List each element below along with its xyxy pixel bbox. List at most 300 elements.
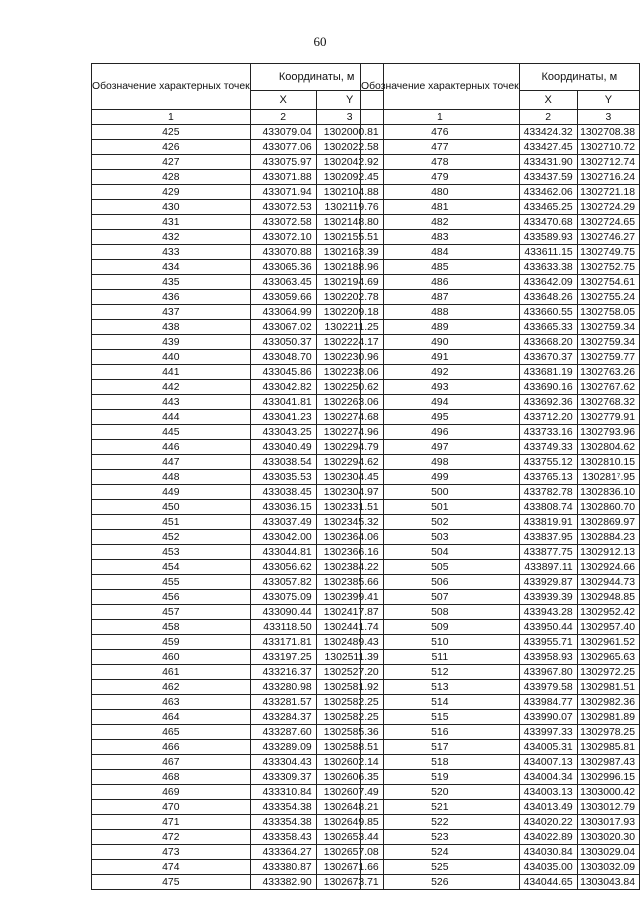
table-row	[361, 170, 640, 185]
coord-y: 1303043.84	[577, 875, 639, 890]
point-number: 487	[361, 290, 520, 305]
coord-y: 1302366.16	[316, 545, 383, 560]
coord-y: 1302965.63	[577, 650, 639, 665]
table-row	[361, 485, 640, 500]
table-row	[361, 380, 640, 395]
table-row	[361, 725, 640, 740]
coord-y: 1303017.93	[577, 815, 639, 830]
point-number: 445	[92, 425, 251, 440]
table-row	[361, 215, 640, 230]
coord-y: 1302710.72	[577, 140, 639, 155]
point-number: 482	[361, 215, 520, 230]
header-index-1: 1	[361, 110, 520, 125]
coord-x: 433044.81	[250, 545, 316, 560]
coord-y: 1302759.77	[577, 350, 639, 365]
coord-y: 1302188.96	[316, 260, 383, 275]
coord-x: 433984.77	[519, 695, 577, 710]
coord-x: 433063.45	[250, 275, 316, 290]
coord-x: 434020.22	[519, 815, 577, 830]
point-number: 440	[92, 350, 251, 365]
table-row	[361, 440, 640, 455]
table-row	[92, 155, 384, 170]
point-number: 475	[92, 875, 251, 890]
coord-y: 1302022.58	[316, 140, 383, 155]
table-row	[361, 620, 640, 635]
coord-x: 433064.99	[250, 305, 316, 320]
table-row	[92, 260, 384, 275]
coord-x: 433065.36	[250, 260, 316, 275]
coord-x: 433171.81	[250, 635, 316, 650]
coord-y: 1302763.26	[577, 365, 639, 380]
coord-y: 1302211.25	[316, 320, 383, 335]
coord-y: 1302489.43	[316, 635, 383, 650]
table-row	[92, 650, 384, 665]
point-number: 501	[361, 500, 520, 515]
table-row	[92, 770, 384, 785]
coord-y: 1302119.76	[316, 200, 383, 215]
table-row	[92, 785, 384, 800]
coord-y: 1302527.20	[316, 665, 383, 680]
point-number: 478	[361, 155, 520, 170]
point-number: 507	[361, 590, 520, 605]
point-number: 447	[92, 455, 251, 470]
table-row	[92, 620, 384, 635]
header-designation: Обозначение характерных точек	[92, 64, 251, 110]
point-number: 438	[92, 320, 251, 335]
coord-x: 433042.82	[250, 380, 316, 395]
coord-x: 433048.70	[250, 350, 316, 365]
coord-x: 433045.86	[250, 365, 316, 380]
coord-y: 1302746.27	[577, 230, 639, 245]
table-row	[92, 725, 384, 740]
coord-x: 433035.53	[250, 470, 316, 485]
point-number: 505	[361, 560, 520, 575]
point-number: 428	[92, 170, 251, 185]
table-row	[361, 470, 640, 485]
coord-y: 1302648.21	[316, 800, 383, 815]
point-number: 488	[361, 305, 520, 320]
table-row	[92, 380, 384, 395]
coord-y: 1302582.25	[316, 695, 383, 710]
header-index-2: 2	[519, 110, 577, 125]
table-row	[361, 260, 640, 275]
point-number: 465	[92, 725, 251, 740]
point-number: 493	[361, 380, 520, 395]
coord-x: 433782.78	[519, 485, 577, 500]
coord-y: 1302924.66	[577, 560, 639, 575]
coord-y: 1302972.25	[577, 665, 639, 680]
table-row	[361, 740, 640, 755]
coord-y: 1302996.15	[577, 770, 639, 785]
coord-y: 1302754.61	[577, 275, 639, 290]
table-row	[361, 785, 640, 800]
coord-x: 433079.04	[250, 125, 316, 140]
point-number: 468	[92, 770, 251, 785]
table-row	[92, 365, 384, 380]
coord-y: 1302793.96	[577, 425, 639, 440]
table-row	[92, 740, 384, 755]
coord-x: 433040.49	[250, 440, 316, 455]
coord-x: 433979.58	[519, 680, 577, 695]
point-number: 462	[92, 680, 251, 695]
table-row	[92, 440, 384, 455]
table-row	[361, 185, 640, 200]
table-row	[92, 290, 384, 305]
table-row	[361, 815, 640, 830]
coord-x: 433749.33	[519, 440, 577, 455]
table-row	[361, 650, 640, 665]
header-index-3: 3	[316, 110, 383, 125]
point-number: 503	[361, 530, 520, 545]
coord-x: 433309.37	[250, 770, 316, 785]
table-row	[92, 200, 384, 215]
table-row	[92, 320, 384, 335]
point-number: 432	[92, 230, 251, 245]
table-row	[92, 545, 384, 560]
table-row	[361, 410, 640, 425]
table-row	[361, 860, 640, 875]
point-number: 464	[92, 710, 251, 725]
table-row	[92, 635, 384, 650]
point-number: 509	[361, 620, 520, 635]
table-row	[361, 290, 640, 305]
point-number: 448	[92, 470, 251, 485]
point-number: 494	[361, 395, 520, 410]
point-number: 461	[92, 665, 251, 680]
coord-y: 1302230.96	[316, 350, 383, 365]
point-number: 453	[92, 545, 251, 560]
coord-x: 433437.59	[519, 170, 577, 185]
coord-y: 1302511.39	[316, 650, 383, 665]
table-row	[361, 275, 640, 290]
coord-x: 433955.71	[519, 635, 577, 650]
point-number: 444	[92, 410, 251, 425]
table-row	[361, 635, 640, 650]
point-number: 449	[92, 485, 251, 500]
coord-y: 1302884.23	[577, 530, 639, 545]
point-number: 458	[92, 620, 251, 635]
point-number: 429	[92, 185, 251, 200]
table-row	[92, 275, 384, 290]
point-number: 473	[92, 845, 251, 860]
table-row	[361, 125, 640, 140]
coord-y: 1302981.51	[577, 680, 639, 695]
coord-y: 1303029.04	[577, 845, 639, 860]
coord-x: 433036.15	[250, 500, 316, 515]
coord-x: 434035.00	[519, 860, 577, 875]
coord-y: 1302758.05	[577, 305, 639, 320]
table-row	[92, 230, 384, 245]
table-row	[92, 560, 384, 575]
table-row	[92, 500, 384, 515]
table-row	[92, 335, 384, 350]
coord-x: 433877.75	[519, 545, 577, 560]
table-row	[92, 140, 384, 155]
table-row	[361, 200, 640, 215]
header-index-3: 3	[577, 110, 639, 125]
table-row	[361, 395, 640, 410]
coord-y: 1302768.32	[577, 395, 639, 410]
coord-x: 433067.02	[250, 320, 316, 335]
table-row	[361, 665, 640, 680]
coord-x: 433071.88	[250, 170, 316, 185]
table-row	[361, 755, 640, 770]
coord-x: 433648.26	[519, 290, 577, 305]
coord-x: 433289.09	[250, 740, 316, 755]
coord-y: 1302649.85	[316, 815, 383, 830]
coord-y: 1303020.30	[577, 830, 639, 845]
header-x: X	[250, 91, 316, 110]
coord-y: 1302752.75	[577, 260, 639, 275]
point-number: 484	[361, 245, 520, 260]
coord-x: 433310.84	[250, 785, 316, 800]
coord-y: 1302364.06	[316, 530, 383, 545]
coord-y: 1302948.85	[577, 590, 639, 605]
table-row	[361, 320, 640, 335]
point-number: 441	[92, 365, 251, 380]
coord-x: 433670.37	[519, 350, 577, 365]
coord-x: 433939.39	[519, 590, 577, 605]
table-row	[92, 860, 384, 875]
coord-y: 1302982.36	[577, 695, 639, 710]
point-number: 472	[92, 830, 251, 845]
coord-y: 1302759.34	[577, 320, 639, 335]
coord-x: 433358.43	[250, 830, 316, 845]
header-y: Y	[577, 91, 639, 110]
coord-x: 433216.37	[250, 665, 316, 680]
point-number: 514	[361, 695, 520, 710]
point-number: 427	[92, 155, 251, 170]
table-row	[361, 560, 640, 575]
point-number: 513	[361, 680, 520, 695]
coord-x: 433090.44	[250, 605, 316, 620]
point-number: 471	[92, 815, 251, 830]
table-row	[361, 680, 640, 695]
table-row	[92, 830, 384, 845]
coord-x: 433070.88	[250, 245, 316, 260]
coord-y: 1302345.32	[316, 515, 383, 530]
point-number: 518	[361, 755, 520, 770]
coord-x: 433050.37	[250, 335, 316, 350]
table-row	[361, 545, 640, 560]
point-number: 463	[92, 695, 251, 710]
coord-y: 1302961.52	[577, 635, 639, 650]
table-row	[92, 605, 384, 620]
table-row	[361, 155, 640, 170]
coord-x: 433057.82	[250, 575, 316, 590]
coord-x: 433075.09	[250, 590, 316, 605]
point-number: 523	[361, 830, 520, 845]
table-row	[361, 830, 640, 845]
coord-y: 1302952.42	[577, 605, 639, 620]
coord-y: 1302224.17	[316, 335, 383, 350]
coord-y: 1302724.65	[577, 215, 639, 230]
point-number: 506	[361, 575, 520, 590]
coord-y: 1302042.92	[316, 155, 383, 170]
point-number: 470	[92, 800, 251, 815]
coord-x: 433690.16	[519, 380, 577, 395]
coord-y: 1302810.15	[577, 455, 639, 470]
coord-x: 433380.87	[250, 860, 316, 875]
header-coordinates: Координаты, м	[250, 64, 383, 91]
coord-x: 434004.34	[519, 770, 577, 785]
table-row	[92, 170, 384, 185]
coord-x: 433382.90	[250, 875, 316, 890]
point-number: 521	[361, 800, 520, 815]
coord-y: 1302250.62	[316, 380, 383, 395]
coord-y: 1302163.39	[316, 245, 383, 260]
coord-y: 1302202.78	[316, 290, 383, 305]
table-row	[361, 335, 640, 350]
point-number: 502	[361, 515, 520, 530]
coord-y: 1302294.79	[316, 440, 383, 455]
point-number: 434	[92, 260, 251, 275]
point-number: 436	[92, 290, 251, 305]
header-index-2: 2	[250, 110, 316, 125]
point-number: 516	[361, 725, 520, 740]
table-row	[92, 875, 384, 890]
point-number: 426	[92, 140, 251, 155]
coord-x: 433041.23	[250, 410, 316, 425]
point-number: 439	[92, 335, 251, 350]
point-number: 508	[361, 605, 520, 620]
coord-y: 1302779.91	[577, 410, 639, 425]
coord-y: 1303000.42	[577, 785, 639, 800]
table-row	[92, 755, 384, 770]
point-number: 455	[92, 575, 251, 590]
coord-y: 1302978.25	[577, 725, 639, 740]
coord-x: 434013.49	[519, 800, 577, 815]
point-number: 481	[361, 200, 520, 215]
table-row	[92, 485, 384, 500]
coord-x: 433668.20	[519, 335, 577, 350]
header-designation: Обозначение характерных точек	[361, 64, 520, 110]
coord-x: 433692.36	[519, 395, 577, 410]
coord-y: 1302671.66	[316, 860, 383, 875]
table-row	[361, 230, 640, 245]
coordinates-table-left	[91, 63, 384, 890]
coord-x: 433042.00	[250, 530, 316, 545]
coord-x: 433950.44	[519, 620, 577, 635]
table-row	[361, 770, 640, 785]
coord-y: 1302836.10	[577, 485, 639, 500]
header-coordinates: Координаты, м	[519, 64, 639, 91]
coord-y: 1302767.62	[577, 380, 639, 395]
table-row	[92, 455, 384, 470]
coord-x: 433642.09	[519, 275, 577, 290]
coord-x: 433958.93	[519, 650, 577, 665]
point-number: 435	[92, 275, 251, 290]
table-row	[92, 815, 384, 830]
coord-x: 433038.45	[250, 485, 316, 500]
coord-y: 1302987.43	[577, 755, 639, 770]
table-row	[92, 710, 384, 725]
point-number: 446	[92, 440, 251, 455]
coord-x: 433038.54	[250, 455, 316, 470]
point-number: 450	[92, 500, 251, 515]
point-number: 443	[92, 395, 251, 410]
table-row	[361, 695, 640, 710]
point-number: 437	[92, 305, 251, 320]
coord-x: 433733.16	[519, 425, 577, 440]
coord-y: 1302673.71	[316, 875, 383, 890]
point-number: 425	[92, 125, 251, 140]
point-number: 480	[361, 185, 520, 200]
point-number: 490	[361, 335, 520, 350]
coord-x: 434044.65	[519, 875, 577, 890]
coord-x: 433997.33	[519, 725, 577, 740]
table-row	[361, 305, 640, 320]
table-row	[92, 245, 384, 260]
table-row	[361, 800, 640, 815]
coord-x: 433967.80	[519, 665, 577, 680]
coord-y: 1302148.80	[316, 215, 383, 230]
table-row	[361, 425, 640, 440]
table-row	[361, 515, 640, 530]
coord-y: 1302582.25	[316, 710, 383, 725]
coord-x: 433037.49	[250, 515, 316, 530]
coord-y: 1302869.97	[577, 515, 639, 530]
point-number: 517	[361, 740, 520, 755]
coord-y: 1302944.73	[577, 575, 639, 590]
point-number: 452	[92, 530, 251, 545]
coord-x: 433427.45	[519, 140, 577, 155]
table-row	[361, 350, 640, 365]
coord-y: 1302000.81	[316, 125, 383, 140]
table-row	[92, 800, 384, 815]
coord-y: 1302602.14	[316, 755, 383, 770]
coord-x: 433059.66	[250, 290, 316, 305]
coord-x: 433665.33	[519, 320, 577, 335]
coord-y: 1302274.96	[316, 425, 383, 440]
coord-x: 433197.25	[250, 650, 316, 665]
coord-y: 1302304.45	[316, 470, 383, 485]
point-number: 467	[92, 755, 251, 770]
point-number: 504	[361, 545, 520, 560]
coord-x: 433072.10	[250, 230, 316, 245]
coord-y: 130281⁷.95	[577, 470, 639, 485]
coord-x: 433589.93	[519, 230, 577, 245]
point-number: 433	[92, 245, 251, 260]
coord-x: 433897.11	[519, 560, 577, 575]
point-number: 522	[361, 815, 520, 830]
coord-y: 1302092.45	[316, 170, 383, 185]
coord-x: 433712.20	[519, 410, 577, 425]
table-row	[361, 500, 640, 515]
coord-x: 433354.38	[250, 800, 316, 815]
coord-x: 433819.91	[519, 515, 577, 530]
coord-y: 1302657.08	[316, 845, 383, 860]
coord-y: 1302653.44	[316, 830, 383, 845]
coord-y: 1302263.06	[316, 395, 383, 410]
point-number: 499	[361, 470, 520, 485]
point-number: 497	[361, 440, 520, 455]
point-number: 515	[361, 710, 520, 725]
point-number: 460	[92, 650, 251, 665]
header-x: X	[519, 91, 577, 110]
coord-x: 433043.25	[250, 425, 316, 440]
coord-y: 1302274.68	[316, 410, 383, 425]
point-number: 510	[361, 635, 520, 650]
point-number: 519	[361, 770, 520, 785]
coord-y: 1302581.92	[316, 680, 383, 695]
table-row	[361, 845, 640, 860]
coord-y: 1302585.36	[316, 725, 383, 740]
point-number: 525	[361, 860, 520, 875]
coord-y: 1302724.29	[577, 200, 639, 215]
coord-x: 433943.28	[519, 605, 577, 620]
point-number: 469	[92, 785, 251, 800]
